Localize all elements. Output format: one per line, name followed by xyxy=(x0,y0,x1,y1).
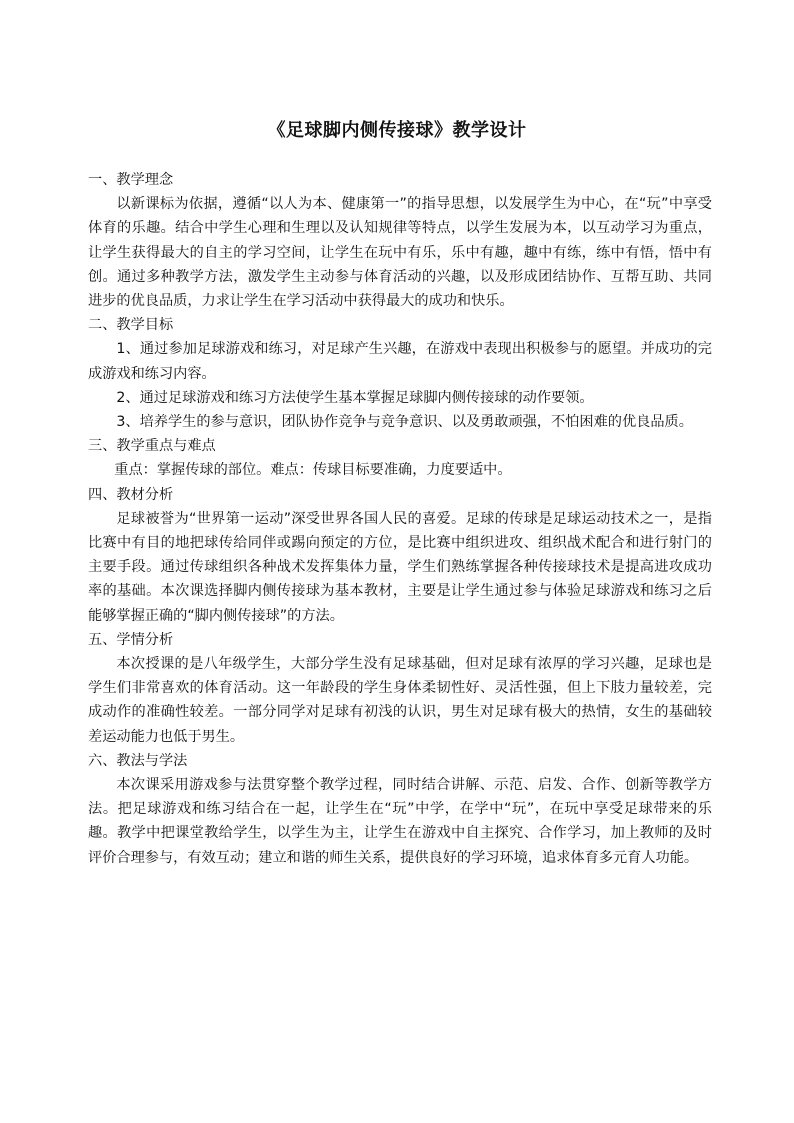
section-heading: 五、学情分析 xyxy=(88,631,174,648)
section-material-analysis xyxy=(88,483,712,628)
section-teaching-goals xyxy=(88,313,712,434)
paragraph: 本次课采用游戏参与法贯穿整个教学过程，同时结合讲解、示范、启发、合作、创新等教学方法。把足球游戏和练习结合在一起，让学生在“玩”中学，在学中“玩”，在玩中享受足球带来的乐趣。教学中把课堂教给学生，以学生为主，让学生在游戏中自主探究、合作学习，加上教师的及时评价合理参与，有效互动；建立和谐的师生关系，提供良好的学习环境，追求体育多元育人功能。 xyxy=(88,777,712,866)
section-heading: 四、教材分析 xyxy=(88,486,174,503)
paragraph: 以新课标为依据，遵循“以人为本、健康第一”的指导思想，以发展学生为中心，在“玩”中享受体育的乐趣。结合中学生心理和生理以及认知规律等特点，以学生发展为本，以互动学习为重点，让学生获得最大的自主的学习空间，让学生在玩中有乐，乐中有趣，趣中有练，练中有悟，悟中有创。通过多种教学方法，激发学生主动参与体育活动的兴趣，以及形成团结协作、互帮互助、共同进步的优良品质，力求让学生在学习活动中获得最大的成功和快乐。 xyxy=(88,196,712,310)
section-teaching-philosophy xyxy=(88,168,712,313)
paragraph: 重点：掌握传球的部位。难点：传球目标要准确，力度要适中。 xyxy=(114,462,512,479)
paragraph: 1、通过参加足球游戏和练习，对足球产生兴趣，在游戏中表现出积极参与的愿望。并成功的完成游戏和练习内容。 xyxy=(88,341,712,382)
section-methods xyxy=(88,749,712,870)
document-body xyxy=(88,168,712,870)
paragraph: 3、培养学生的参与意识，团队协作竞争与竞争意识、以及勇敢顽强，不怕困难的优良品质。 xyxy=(116,414,693,431)
document-title: 《足球脚内侧传接球》教学设计 xyxy=(267,120,527,141)
paragraph: 2、通过足球游戏和练习方法使学生基本掌握足球脚内侧传接球的动作要领。 xyxy=(116,389,594,406)
section-key-points xyxy=(88,434,712,482)
section-student-analysis xyxy=(88,628,712,749)
paragraph: 本次授课的是八年级学生，大部分学生没有足球基础，但对足球有浓厚的学习兴趣，足球也是学生们非常喜欢的体育活动。这一年龄段的学生身体柔韧性好、灵活性强，但上下肢力量较差，完成动作的准确性较差。一部分同学对足球有初浅的认识，男生对足球有极大的热情，女生的基础较差运动能力也低于男生。 xyxy=(88,656,712,745)
section-heading: 一、教学理念 xyxy=(88,172,174,188)
section-heading: 三、教学重点与难点 xyxy=(88,438,216,455)
section-heading: 二、教学目标 xyxy=(88,317,174,334)
paragraph: 足球被誉为“世界第一运动”深受世界各国人民的喜爱。足球的传球是足球运动技术之一，是指比赛中有目的地把球传给同伴或踢向预定的方位，是比赛中组织进攻、组织战术配合和进行射门的主要手段。通过传球组织各种战术发挥集体力量，学生们熟练掌握各种传接球技术是提高进攻成功率的基础。本次课选择脚内侧传接球为基本教材，主要是让学生通过参与体验足球游戏和练习之后能够掌握正确的“脚内侧传接球”的方法。 xyxy=(88,510,712,624)
section-heading: 六、教法与学法 xyxy=(88,752,188,769)
